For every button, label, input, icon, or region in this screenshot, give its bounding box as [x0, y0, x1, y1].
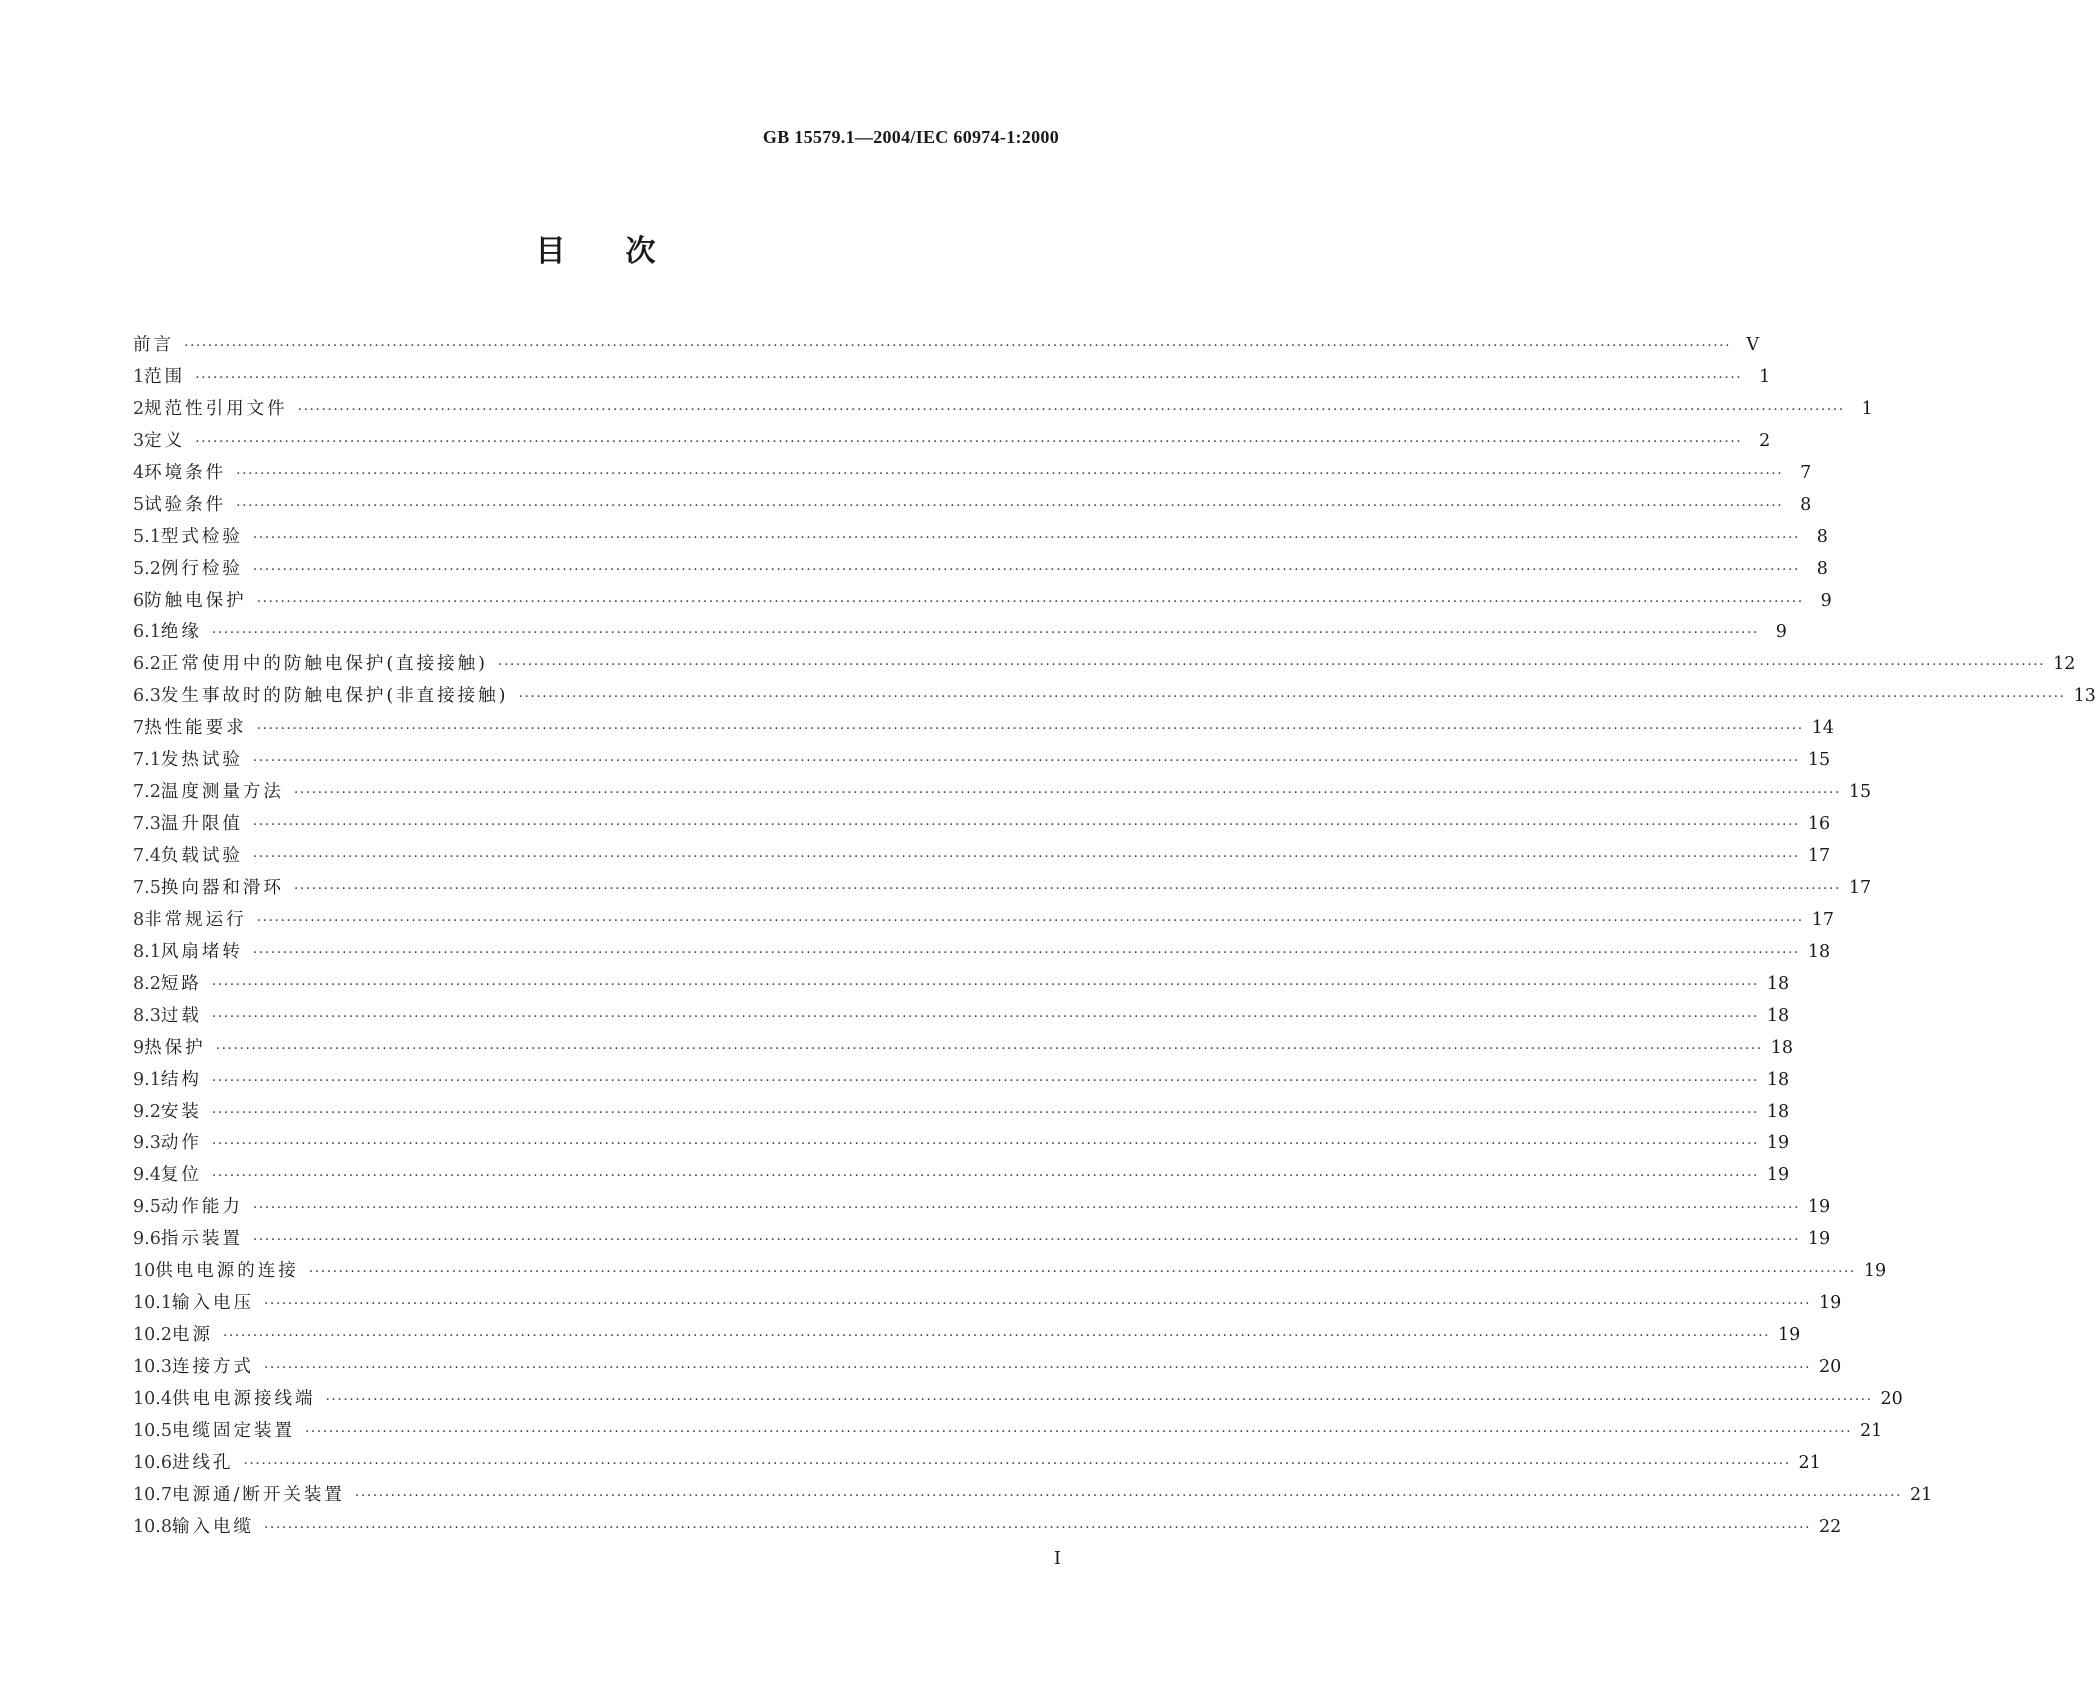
toc-entry-number: 10 [133, 1261, 156, 1282]
toc-entry[interactable] [133, 653, 2076, 685]
page-number: I [1053, 1548, 1061, 1569]
toc-entry-page: 17 [1848, 877, 1872, 898]
toc-entry-page: 19 [1807, 1197, 1831, 1218]
toc-dot-leader: ···································································································································································································································································· [252, 849, 1800, 865]
toc-entry-page: 14 [1811, 718, 1834, 739]
toc-entry-page: 19 [1766, 1165, 1790, 1186]
toc-entry-number: 10.6 [133, 1452, 172, 1473]
toc-entry-number: 9.5 [133, 1197, 161, 1218]
toc-dot-leader: ···································································································································································································································································· [297, 401, 1845, 418]
toc-dot-leader: ···································································································································································································································································· [252, 753, 1800, 770]
toc-entry[interactable] [133, 845, 1831, 877]
toc-entry[interactable] [133, 1260, 1887, 1292]
toc-entry[interactable] [133, 494, 1812, 526]
toc-entry-number: 1 [133, 366, 145, 387]
toc-entry-page: 12 [2053, 654, 2076, 675]
toc-entry-page: 8 [1816, 558, 1828, 579]
toc-entry[interactable] [133, 1356, 1842, 1388]
toc-dot-leader: ···································································································································································································································································· [184, 338, 1732, 354]
toc-entry[interactable] [133, 558, 1828, 590]
toc-entry-number: 10.5 [133, 1420, 172, 1441]
toc-dot-leader: ···································································································································································································································································· [211, 1008, 1759, 1025]
toc-dot-leader: ···································································································································································································································································· [263, 1519, 1812, 1536]
toc-entry-label: 发生事故时的防触电保护(非直接接触) [160, 686, 509, 707]
toc-entry-number: 6 [133, 590, 145, 611]
toc-entry[interactable] [133, 1164, 1790, 1196]
toc-entry-label: 进线孔 [171, 1452, 234, 1473]
toc-entry-label: 输入电缆 [171, 1516, 254, 1537]
toc-entry[interactable] [133, 749, 1831, 781]
toc-entry-number: 7 [133, 718, 145, 739]
toc-entry-number: 9.4 [133, 1165, 161, 1186]
toc-entry-number: 10.2 [133, 1325, 172, 1346]
toc-dot-leader: ···································································································································································································································································· [211, 1072, 1759, 1089]
toc-dot-leader: ···································································································································································································································································· [256, 721, 1804, 738]
toc-entry-label: 发热试验 [160, 750, 243, 771]
toc-dot-leader: ···································································································································································································································································· [252, 1200, 1800, 1217]
toc-entry-page: 18 [1807, 941, 1831, 962]
toc-entry[interactable] [133, 462, 1812, 494]
toc-entry[interactable] [133, 366, 1771, 398]
toc-entry[interactable] [133, 781, 1872, 813]
toc-entry-number: 8.1 [133, 941, 161, 962]
toc-entry-page: 19 [1819, 1293, 1842, 1314]
toc-entry-number: 3 [133, 430, 145, 451]
toc-entry[interactable] [133, 717, 1834, 749]
toc-entry-label: 输入电压 [171, 1293, 254, 1314]
toc-entry-number: 6.1 [133, 622, 161, 643]
toc-entry[interactable] [133, 1196, 1831, 1228]
toc-entry[interactable] [133, 590, 1832, 622]
toc-entry[interactable] [133, 1388, 1903, 1420]
toc-dot-leader: ···································································································································································································································································· [252, 817, 1800, 834]
toc-entry-number: 7.5 [133, 877, 161, 898]
toc-entry-page: 18 [1770, 1037, 1793, 1058]
toc-dot-leader: ···································································································································································································································································· [256, 593, 1804, 610]
toc-entry-page: 15 [1848, 782, 1872, 803]
toc-entry-number: 9.6 [133, 1229, 161, 1250]
toc-dot-leader: ···································································································································································································································································· [252, 561, 1800, 578]
toc-dot-leader: ···································································································································································································································································· [222, 1328, 1771, 1345]
toc-dot-leader: ···································································································································································································································································· [293, 880, 1841, 897]
toc-entry-page: 21 [1798, 1452, 1821, 1473]
toc-entry-number: 10.4 [133, 1388, 172, 1409]
toc-entry[interactable] [133, 1101, 1790, 1133]
toc-dot-leader: ···································································································································································································································································· [293, 785, 1841, 802]
toc-entry-page: 16 [1807, 814, 1831, 835]
toc-entry-number: 10.7 [133, 1484, 172, 1505]
toc-dot-leader: ···································································································································································································································································· [215, 1040, 1763, 1057]
toc-entry-label: 热保护 [144, 1037, 206, 1058]
toc-entry-page: 8 [1816, 526, 1828, 547]
toc-entry-number: 5.1 [133, 526, 161, 547]
toc-dot-leader: ···································································································································································································································································· [263, 1296, 1812, 1313]
toc-dot-leader: ···································································································································································································································································· [211, 1136, 1759, 1153]
toc-entry-number: 7.2 [133, 782, 161, 803]
toc-entry-label: 结构 [160, 1069, 202, 1090]
toc-entry-label: 动作 [160, 1133, 202, 1154]
toc-entry-label: 定义 [144, 430, 186, 451]
toc-entry-number: 5.2 [133, 558, 161, 579]
toc-entry[interactable] [133, 334, 1760, 366]
toc-entry-page: 7 [1800, 462, 1812, 483]
toc-entry-page: 21 [1909, 1484, 1933, 1505]
toc-entry[interactable] [133, 909, 1834, 941]
toc-entry[interactable] [133, 1452, 1821, 1484]
toc-entry-number: 7.4 [133, 846, 161, 866]
toc-dot-leader: ···································································································································································································································································· [236, 465, 1784, 482]
toc-dot-leader: ···································································································································································································································································· [211, 976, 1759, 993]
toc-entry-page: 1 [1759, 366, 1771, 387]
standard-code: GB 15579.1—2004/IEC 60974-1:2000 [762, 127, 1059, 147]
toc-entry-page: 22 [1819, 1516, 1842, 1537]
toc-entry-label: 温度测量方法 [160, 782, 284, 803]
toc-entry-label: 环境条件 [144, 462, 227, 483]
toc-entry-page: 15 [1807, 750, 1831, 771]
toc-dot-leader: ···································································································································································································································································· [211, 1168, 1759, 1185]
toc-entry[interactable] [133, 1069, 1790, 1101]
toc-entry-page: 18 [1766, 1005, 1790, 1026]
toc-entry-label: 非常规运行 [144, 909, 247, 930]
toc-entry-label: 前言 [133, 335, 174, 355]
toc-entry[interactable] [133, 1324, 1801, 1356]
toc-entry-number: 2 [133, 398, 145, 419]
toc-dot-leader: ···································································································································································································································································· [243, 1455, 1791, 1472]
toc-dot-leader: ···································································································································································································································································· [518, 689, 2066, 706]
toc-entry-number: 9 [133, 1037, 145, 1058]
toc-entry-page: 17 [1807, 846, 1831, 866]
toc-entry-number: 10.1 [133, 1293, 172, 1314]
toc-entry[interactable] [133, 1516, 1842, 1548]
toc-dot-leader: ···································································································································································································································································· [211, 1104, 1759, 1121]
toc-entry-label: 供电电源接线端 [171, 1388, 316, 1409]
toc-entry-number: 6.2 [133, 654, 161, 675]
toc-entry-label: 电源通/断开关装置 [171, 1484, 345, 1505]
toc-entry[interactable] [133, 1292, 1842, 1324]
toc-entry[interactable] [133, 685, 2096, 717]
toc-dot-leader: ···································································································································································································································································· [263, 1360, 1812, 1376]
toc-entry[interactable] [133, 1005, 1790, 1037]
toc-entry-number: 6.3 [133, 686, 161, 707]
toc-entry-number: 7.1 [133, 750, 161, 771]
toc-entry-label: 型式检验 [160, 526, 243, 547]
toc-entry-page: 19 [1807, 1229, 1831, 1250]
toc-dot-leader: ···································································································································································································································································· [498, 657, 2046, 674]
toc-entry-label: 温升限值 [160, 814, 243, 835]
toc-entry-label: 负载试验 [160, 846, 243, 866]
toc-entry-number: 7.3 [133, 814, 161, 835]
toc-entry-number: 5 [133, 494, 145, 515]
toc-entry-label: 过载 [160, 1005, 202, 1026]
toc-entry-number: 9.2 [133, 1101, 161, 1122]
toc-entry-page: 13 [2073, 686, 2096, 707]
toc-entry-label: 风扇堵转 [160, 941, 243, 962]
toc-entry-page: 20 [1819, 1357, 1842, 1377]
toc-entry-page: 21 [1860, 1420, 1883, 1441]
toc-entry[interactable] [133, 973, 1790, 1005]
toc-entry-page: 9 [1775, 622, 1787, 643]
toc-entry-number: 4 [133, 462, 145, 483]
toc-dot-leader: ···································································································································································································································································· [256, 912, 1804, 929]
toc-dot-leader: ···································································································································································································································································· [252, 944, 1800, 961]
toc-entry-page: 18 [1766, 973, 1790, 994]
toc-dot-leader: ···································································································································································································································································· [252, 1232, 1800, 1249]
toc-entry-page: 18 [1766, 1101, 1790, 1122]
toc-dot-leader: ···································································································································································································································································· [252, 529, 1800, 546]
toc-entry-page: 8 [1800, 494, 1812, 515]
toc-entry-page: 17 [1811, 909, 1834, 930]
toc-entry[interactable] [133, 1484, 1933, 1516]
toc-entry-label: 连接方式 [171, 1357, 254, 1377]
page-title: 目次 [535, 234, 716, 269]
toc-entry-label: 绝缘 [160, 622, 202, 643]
toc-dot-leader: ···································································································································································································································································· [304, 1423, 1853, 1440]
toc-entry-page: V [1746, 335, 1760, 355]
toc-entry-number: 8.3 [133, 1005, 161, 1026]
toc-entry-label: 动作能力 [160, 1197, 243, 1218]
toc-entry-page: 1 [1861, 398, 1873, 419]
toc-entry-label: 范围 [144, 366, 186, 387]
toc-entry-label: 正常使用中的防触电保护(直接接触) [160, 654, 488, 675]
toc-dot-leader: ···································································································································································································································································· [354, 1487, 1902, 1504]
toc-dot-leader: ···································································································································································································································································· [236, 497, 1784, 514]
toc-entry-label: 换向器和滑环 [160, 877, 284, 898]
toc-entry-page: 2 [1759, 430, 1771, 451]
toc-entry-label: 供电电源的连接 [155, 1261, 299, 1282]
toc-entry[interactable] [133, 398, 1873, 430]
toc-entry[interactable] [133, 1132, 1790, 1164]
toc-entry-label: 电缆固定装置 [171, 1420, 295, 1441]
toc-dot-leader: ···································································································································································································································································· [211, 625, 1759, 642]
toc-entry-label: 复位 [160, 1165, 202, 1186]
toc-entry[interactable] [133, 1420, 1883, 1452]
toc-entry[interactable] [133, 941, 1831, 973]
toc-entry-page: 20 [1880, 1388, 1903, 1409]
table-of-contents [133, 334, 2096, 1548]
toc-entry-label: 电源 [171, 1325, 213, 1346]
toc-entry[interactable] [133, 1228, 1831, 1260]
toc-entry-page: 18 [1766, 1069, 1790, 1090]
toc-entry-label: 短路 [160, 973, 202, 994]
toc-dot-leader: ···································································································································································································································································· [195, 433, 1743, 450]
toc-entry-page: 19 [1778, 1325, 1801, 1346]
toc-dot-leader: ···································································································································································································································································· [308, 1264, 1856, 1281]
toc-entry-number: 9.1 [133, 1069, 161, 1090]
toc-entry-number: 8.2 [133, 973, 161, 994]
toc-dot-leader: ···································································································································································································································································· [195, 369, 1743, 386]
toc-entry[interactable] [133, 621, 1787, 653]
toc-entry-label: 例行检验 [160, 558, 243, 579]
toc-entry-label: 防触电保护 [144, 590, 247, 611]
toc-dot-leader: ···································································································································································································································································· [325, 1391, 1873, 1408]
toc-entry[interactable] [133, 813, 1831, 845]
toc-entry-number: 10.8 [133, 1516, 172, 1537]
toc-entry[interactable] [133, 877, 1872, 909]
toc-entry-label: 指示装置 [160, 1229, 243, 1250]
toc-entry-label: 热性能要求 [144, 718, 247, 739]
toc-entry-label: 试验条件 [144, 494, 227, 515]
toc-entry-number: 10.3 [133, 1357, 172, 1377]
toc-entry[interactable] [133, 1037, 1793, 1069]
toc-entry-label: 规范性引用文件 [144, 398, 288, 419]
toc-entry-number: 8 [133, 909, 145, 930]
toc-entry-page: 19 [1766, 1133, 1790, 1154]
toc-entry-number: 9.3 [133, 1133, 161, 1154]
toc-entry-page: 9 [1820, 590, 1832, 611]
toc-entry[interactable] [133, 430, 1771, 462]
toc-entry-page: 19 [1863, 1261, 1887, 1282]
toc-entry-label: 安装 [160, 1101, 202, 1122]
standard-code-header [763, 127, 1059, 148]
toc-entry[interactable] [133, 526, 1828, 558]
